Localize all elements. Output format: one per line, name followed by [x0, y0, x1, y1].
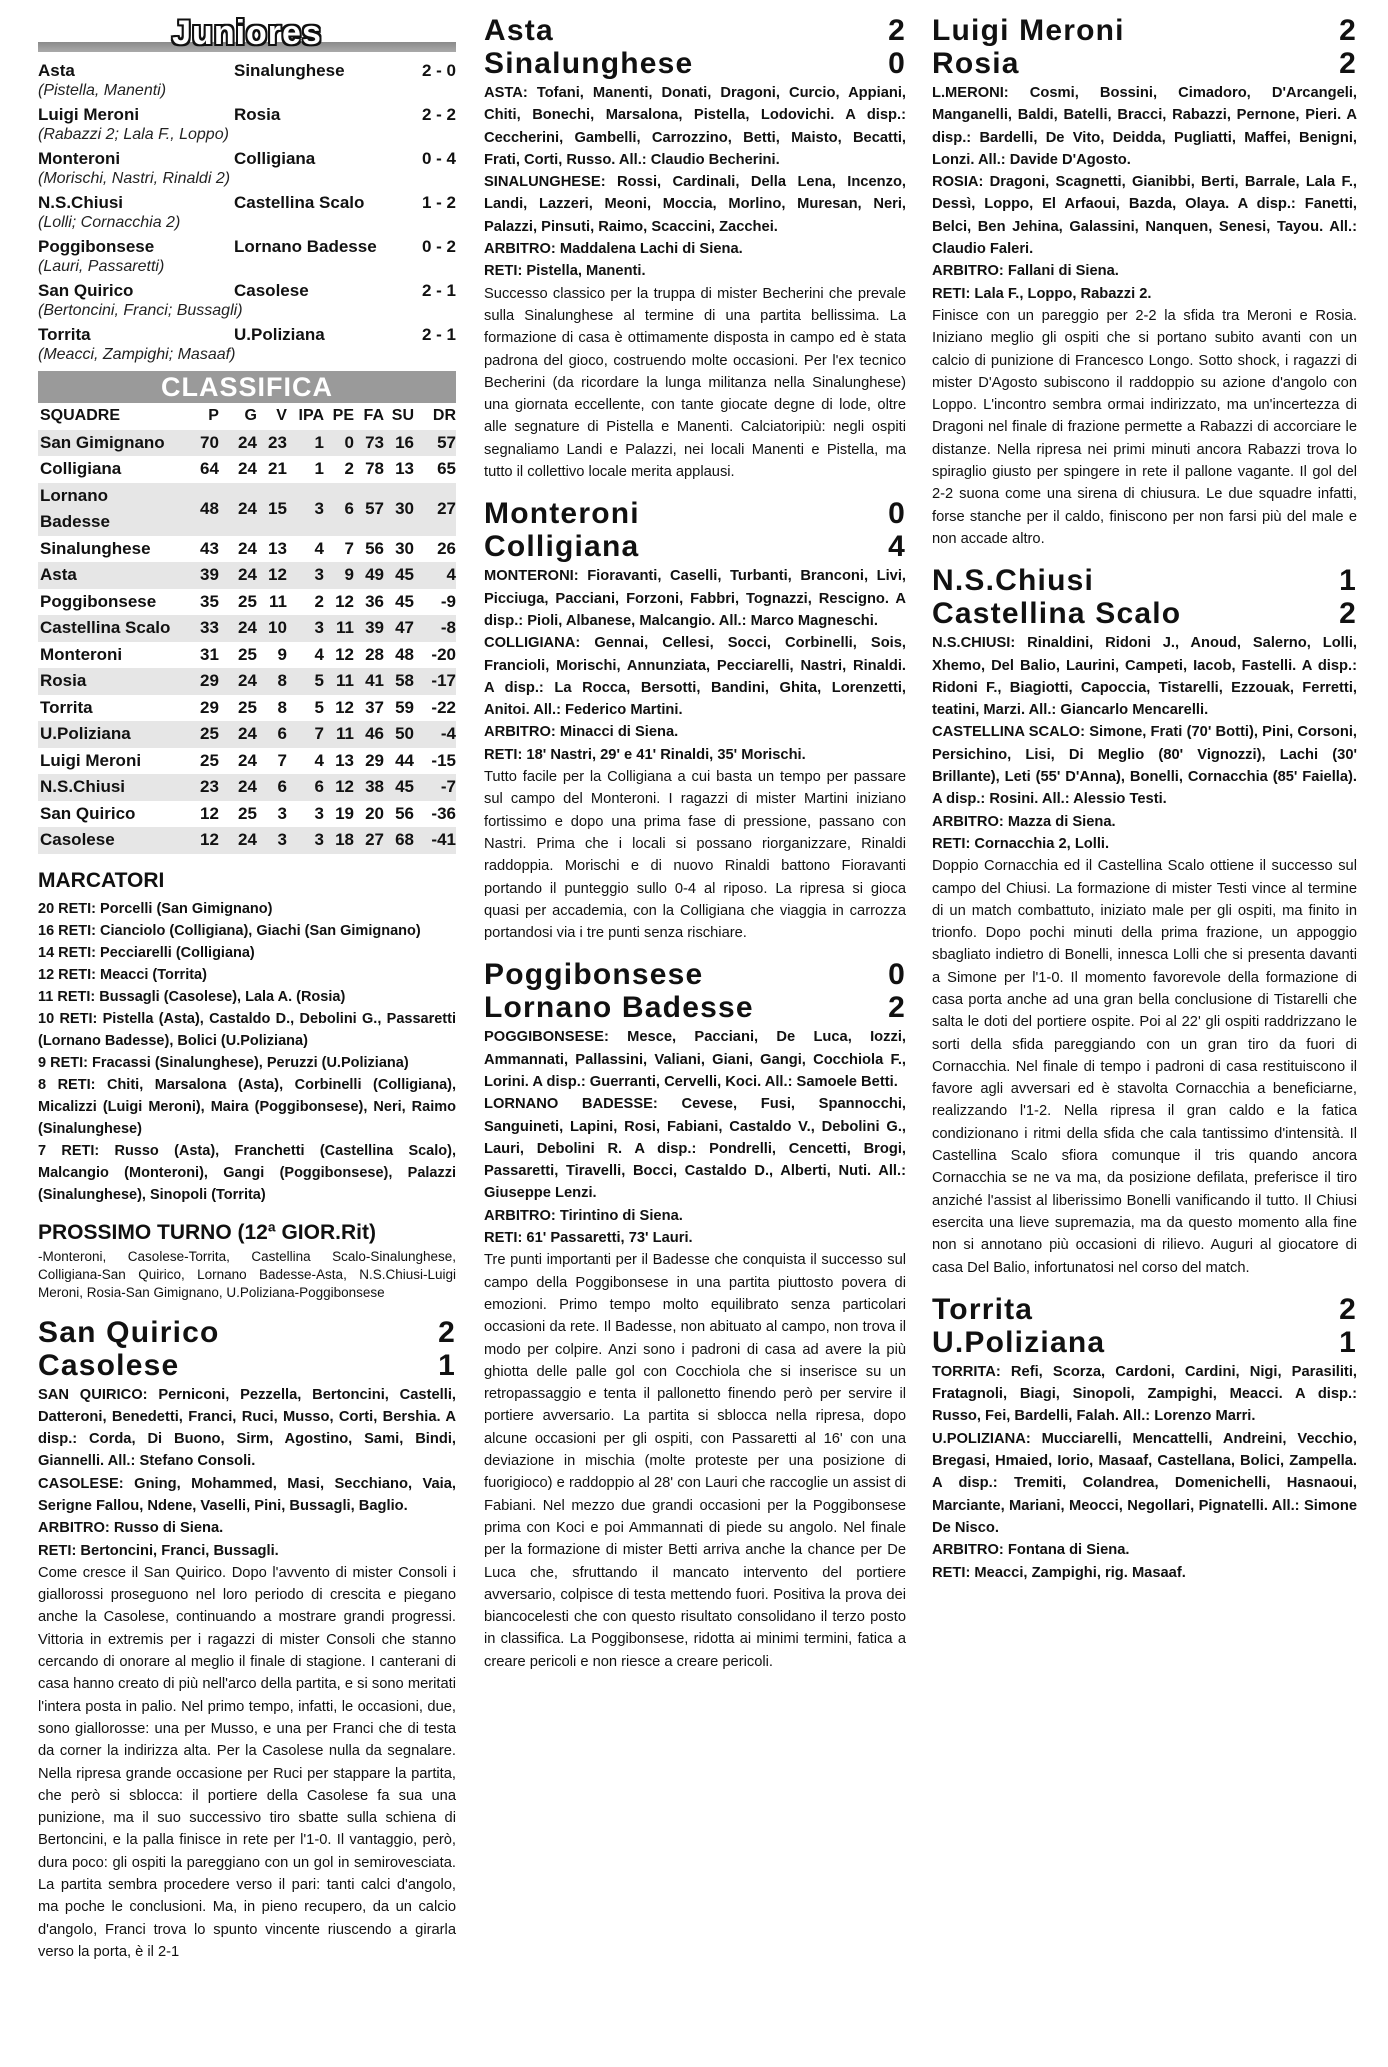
- standings-cell: 11: [324, 615, 354, 642]
- standings-cell: -41: [414, 827, 456, 854]
- standings-cell: [287, 456, 303, 483]
- standings-cell: 27: [354, 827, 384, 854]
- standings-cell: Luigi Meroni: [40, 750, 142, 770]
- standings-header-cell: SU: [391, 407, 414, 424]
- standings-row: [38, 774, 456, 801]
- standings-cell: 23: [257, 430, 287, 457]
- standings-cell: 37: [365, 697, 384, 717]
- standings-cell: [287, 695, 303, 722]
- match-lineups: SAN QUIRICO: Perniconi, Pezzella, Bertoncini, Castelli, Datteroni, Benedetti, Franci, Ruci, Musso, Corti, Bershia. A disp.: Corda, Di Buono, Sirm, Agostino, Sami, Bindi, Giannelli. All.: Stefano Consoli. CASOLESE: Gning, Mohammed, Masi, Secchiano, Vaia, Serigne Fallou, Ndene, Vaselli, Pini, Bussagli, Baglio. ARBITRO: Russo di Siena. RETI: Bertoncini, Franci, Bussagli.: [38, 1386, 456, 1559]
- standings-cell: Rosia: [38, 668, 179, 695]
- standings-row: [38, 456, 456, 483]
- standings-cell: 58: [384, 668, 414, 695]
- match-away: Sinalunghese 0: [484, 47, 906, 80]
- match-home: San Quirico 2: [38, 1315, 456, 1349]
- standings-cell: 65: [437, 459, 456, 478]
- standings-cell: 29: [200, 697, 219, 717]
- match-report: Successo classico per la truppa di mister Becherini che prevale sulla Sinalunghese al termine di una partita bellissima. La formazione di casa è ottimamente disposta in campo ed è stata padrona del gioco, costruendo molte occasioni. Per l'ex tecnico Becherini (da ricordare la lunga militanza nella Sinalunghese) una giornata eccellente, con tante giocate degne di lode, oltre alle segnature di Pistella e Manenti. Calciatoripiù: negli ospiti segnaliamo Landi e Palazzi, nei locali Manenti e Pistella, ma tutto il collettivo locale merita applausi.: [484, 285, 906, 481]
- standings-cell: [287, 589, 303, 616]
- standings-cell: 43: [200, 538, 219, 558]
- marcatori-line: 14 RETI: Pecciarelli (Colligiana): [38, 944, 255, 961]
- standings-table: [38, 403, 456, 854]
- standings-cell: 38: [354, 774, 384, 801]
- standings-cell: 5: [314, 697, 324, 717]
- result-away: Lornano Badesse: [234, 237, 377, 256]
- standings-cell: 56: [365, 538, 384, 558]
- standings-cell: Lornano Badesse: [38, 483, 179, 536]
- result-away: U.Poliziana: [234, 325, 325, 344]
- marcatori-title: MARCATORI: [38, 868, 165, 892]
- standings-cell: 4: [314, 644, 324, 664]
- standings-cell: Casolese: [38, 827, 179, 854]
- marcatori-line: 7 RETI: Russo (Asta), Franchetti (Castellina Scalo), Malcangio (Monteroni), Gangi (Poggibonsese), Palazzi (Sinalunghese), Sinopoli (Torrita): [38, 1142, 456, 1203]
- match-lineups: TORRITA: Refi, Scorza, Cardoni, Cardini, Nigi, Parasiliti, Fratagnoli, Biagi, Sinopoli, Zampighi, Meacci. A disp.: Russo, Fei, Bardelli, Falah. All.: Lorenzo Marri. U.POLIZIANA: Mucciarelli, Mencattelli, Andreini, Vecchio, Bregasi, Hmaied, Iorio, Masaaf, Castellana, Bolici, Zampella. A disp.: Tremiti, Colandrea, Domenichelli, Hasnaoui, Marciante, Mariani, Meocci, Negollari, Pignatelli. All.: Simone De Nisco. ARBITRO: Fontana di Siena. RETI: Meacci, Zampighi, rig. Masaaf.: [932, 1363, 1357, 1581]
- standings-header-cell: PE: [332, 407, 354, 424]
- standings-cell: 47: [384, 615, 414, 642]
- prossimo-turno-title: PROSSIMO TURNO (12ª GIOR.Rit): [38, 1220, 376, 1244]
- standings-cell: 39: [354, 615, 384, 642]
- standings-cell: 24: [219, 562, 257, 589]
- match-report: Tre punti importanti per il Badesse che conquista il successo sul campo della Poggibonsese in una partita piuttosto povera di emozioni. Primo tempo molto equilibrato senza particolari occasioni da rete. Il Badesse, non abituato al campo, non trova il modo per colpire. Anzi sono i padroni di casa ad avere la più ghiotta delle palle gol con Cocchiola che si inserisce su un retropassaggio e tenta il pallonetto finendo però per servire il portiere avversario. La partita si sblocca nella ripresa, dopo alcune occasioni per gli ospiti, con Passaretti al 16' con una deviazione in mischia (molte proteste per una posizione di fuorigioco) e raddoppio al 28' con Lauri che raccoglie un assist di Fabiani. Nel mezzo due grandi occasioni per la Poggibonsese prima con Koci e poi Ammannati di piede su angolo. Nel finale per la formazione di mister Betti arriva anche la chance per De Luca che, sfruttando il mancato intervento del portiere avversario, colpisce di testa mettendo fuori. Positiva la prova dei biancocelesti che con questo risultato consolidano il terzo posto in classifica. La Poggibonsese, ridotta ai minimi termini, fatica a creare pericoli e non riesce a creare pericoli.: [484, 1252, 906, 1670]
- standings-cell: 8: [257, 668, 287, 695]
- result-score: 1 - 2: [421, 193, 456, 212]
- standings-cell: 20: [365, 803, 384, 823]
- standings-row: [38, 642, 456, 669]
- match-sanquirico: [38, 1316, 456, 1964]
- standings-cell: Sinalunghese: [40, 538, 151, 558]
- standings-row: [38, 562, 456, 589]
- standings-cell: 3: [303, 483, 324, 536]
- standings-cell: -20: [431, 644, 456, 664]
- standings-cell: 13: [268, 538, 287, 558]
- standings-cell: [287, 430, 303, 457]
- standings-cell: 12: [335, 591, 354, 611]
- standings-cell: 24: [238, 750, 257, 770]
- standings-cell: 10: [257, 615, 287, 642]
- standings-cell: [287, 827, 303, 854]
- standings-cell: -9: [440, 591, 456, 611]
- standings-row: [38, 589, 456, 616]
- standings-cell: 19: [335, 803, 354, 823]
- prossimo-turno-list: -Monteroni, Casolese-Torrita, Castellina Scalo-Sinalunghese, Colligiana-San Quirico, Lornano Badesse-Asta, N.S.Chiusi-Luigi Meroni, Rosia-San Gimignano, U.Poliziana-Poggibonsese: [38, 1248, 456, 1300]
- result-home: Asta: [38, 61, 75, 80]
- column-middle: [484, 14, 906, 1673]
- standings-cell: 73: [354, 430, 384, 457]
- standings-header-cell: V: [276, 407, 287, 424]
- result-score: 2 - 2: [421, 105, 456, 124]
- standings-header-cell: P: [208, 407, 219, 424]
- match-away: U.Poliziana 1: [932, 1325, 1357, 1359]
- match-report: Finisce con un pareggio per 2-2 la sfida tra Meroni e Rosia. Iniziano meglio gli ospiti che si portano subito avanti con un calcio di punizione di Francesco Longo. Sotto shock, i ragazzi di mister D'Agosto subiscono il raddoppio su azione d'angolo con Loppo. L'incontro sembra ormai indirizzato, ma un'incertezza di Dragoni nel finale di frazione permette a Rabazzi di accorciare le distanze. Nella ripresa nei primi minuti ancora Rabazzi trova lo spiraglio giusto per spingere in rete il pallone vagante. Il gol del 2-2 suona come una sirena di chiusura. Le due squadre infatti, forse stanche per il caldo, finiscono per non farsi più del male e non accade altro.: [932, 307, 1357, 547]
- match-away: Colligiana 4: [484, 530, 906, 564]
- standings-cell: 3: [314, 803, 324, 823]
- standings-cell: -15: [431, 750, 456, 770]
- result-home: Torrita: [38, 325, 91, 344]
- result-scorers: (Pistella, Manenti): [38, 82, 167, 99]
- standings-cell: 36: [365, 591, 384, 611]
- standings-row: [38, 748, 456, 775]
- column-right: [932, 14, 1357, 1584]
- standings-cell: [287, 562, 303, 589]
- standings-header-cell: DR: [432, 407, 456, 424]
- result-home: Poggibonsese: [38, 237, 155, 256]
- standings-cell: San Gimignano: [38, 430, 179, 457]
- standings-cell: [287, 615, 303, 642]
- standings-row: [38, 615, 456, 642]
- result-row: [38, 104, 456, 125]
- result-score: 2 - 1: [421, 325, 456, 344]
- marcatori-line: 9 RETI: Fracassi (Sinalunghese), Peruzzi (U.Poliziana): [38, 1054, 409, 1071]
- standings-cell: 11: [268, 591, 287, 611]
- standings-cell: 13: [395, 459, 414, 478]
- standings-cell: 25: [238, 697, 257, 717]
- standings-cell: 24: [219, 668, 257, 695]
- result-home: San Quirico: [38, 281, 134, 300]
- standings-header-cell: FA: [363, 407, 384, 424]
- standings-cell: [287, 668, 303, 695]
- result-away: Rosia: [234, 105, 281, 124]
- standings-cell: 31: [200, 644, 219, 664]
- standings-cell: 25: [238, 591, 257, 611]
- standings-row: [38, 536, 456, 563]
- standings-cell: 35: [200, 591, 219, 611]
- standings-cell: [287, 642, 303, 669]
- result-score: 0 - 2: [421, 237, 456, 256]
- standings-cell: 29: [365, 750, 384, 770]
- marcatori-line: 11 RETI: Bussagli (Casolese), Lala A. (Rosia): [38, 988, 346, 1005]
- standings-cell: 7: [277, 750, 287, 770]
- standings-cell: 11: [324, 668, 354, 695]
- standings-cell: 16: [384, 430, 414, 457]
- standings-header-cell: G: [244, 407, 257, 424]
- result-scorers: (Bertoncini, Franci; Bussagli): [38, 302, 243, 319]
- standings-header-cell: SQUADRE: [40, 407, 121, 424]
- standings-cell: 25: [179, 721, 219, 748]
- standings-cell: Monteroni: [40, 644, 123, 664]
- match-poggibonsese: [484, 958, 906, 1673]
- match-asta: [484, 14, 906, 483]
- standings-cell: [287, 748, 303, 775]
- standings-header-cell: PA: [302, 407, 324, 424]
- standings-cell: Poggibonsese: [40, 591, 157, 611]
- standings-row: [38, 827, 456, 854]
- standings-cell: [287, 536, 303, 563]
- standings-cell: 6: [257, 774, 287, 801]
- standings-cell: -22: [431, 697, 456, 717]
- standings-header-cell: I: [298, 407, 303, 424]
- standings-row: [38, 483, 456, 536]
- match-report: Come cresce il San Quirico. Dopo l'avvento di mister Consoli i giallorossi proseguono nel loro periodo di crescita e piegano anche la Casolese, continuando a mostrare grandi progressi. Vittoria in extremis per i ragazzi di mister Consoli che stanno cercando di onorare al meglio il finale di stagione. I canterani di casa hanno creato di più nell'arco della partita, e si sono meritati l'intera posta in palio. Nel primo tempo, infatti, le occasioni, due, sono giallorosse: una per Musso, e una per Franci che di testa da corner la indirizza alta. Per la Casolese nulla da segnalare. Nella ripresa grande occasione per Ruci per stappare la partita, che però si sblocca: il portiere della Casolese fa sua una punizione, ma il suo successivo tiro sbatte sulla schiena di Bertoncini, e la palla finisce in rete per l'1-0. Il vantaggio, però, dura poco: gli ospiti la pareggiano con un gol in semirovesciata. La partita sembra procedere verso il pari: tanti calci d'angolo, ma poche le conclusioni. Ma, in pieno recupero, da un calcio d'angolo, Franci trova lo spunto vincente riuscendo a girarla verso la porta, è il 2-1: [38, 1564, 456, 1960]
- standings-cell: 24: [219, 430, 257, 457]
- match-home: Poggibonsese 0: [484, 958, 906, 992]
- standings-cell: 49: [354, 562, 384, 589]
- standings-cell: 6: [324, 483, 354, 536]
- marcatori-line: 12 RETI: Meacci (Torrita): [38, 966, 207, 983]
- standings-cell: 57: [354, 483, 384, 536]
- result-scorers: (Lolli; Cornacchia 2): [38, 214, 181, 231]
- marcatori-line: 8 RETI: Chiti, Marsalona (Asta), Corbinelli (Colligiana), Micalizzi (Luigi Meroni), Maira (Poggibonsese), Neri, Raimo (Sinalunghese): [38, 1076, 456, 1137]
- match-home: Monteroni 0: [484, 497, 906, 531]
- result-home: Monteroni: [38, 149, 121, 168]
- result-home: Luigi Meroni: [38, 105, 140, 124]
- standings-cell: 29: [179, 668, 219, 695]
- standings-cell: -7: [414, 774, 456, 801]
- standings-cell: [287, 774, 303, 801]
- result-away: Castellina Scalo: [234, 193, 365, 212]
- standings-cell: 18: [324, 827, 354, 854]
- standings-cell: 3: [303, 562, 324, 589]
- result-row: [38, 280, 456, 301]
- match-away: Rosia 2: [932, 47, 1357, 80]
- standings-row: [38, 801, 456, 828]
- standings-cell: Colligiana: [40, 459, 122, 478]
- standings-cell: Torrita: [40, 697, 93, 717]
- standings-cell: 64: [200, 459, 219, 478]
- standings-header: [38, 403, 456, 430]
- standings-cell: 1: [303, 430, 324, 457]
- standings-cell: [287, 801, 303, 828]
- match-away: Lornano Badesse 2: [484, 991, 906, 1025]
- result-row: [38, 236, 456, 257]
- standings-cell: 70: [179, 430, 219, 457]
- standings-cell: 68: [384, 827, 414, 854]
- standings-cell: 25: [200, 750, 219, 770]
- match-meroni: [932, 14, 1357, 550]
- standings-cell: 24: [219, 774, 257, 801]
- match-report: Doppio Cornacchia ed il Castellina Scalo ottiene il successo sul campo del Chiusi. La formazione di mister Testi vince al termine di un match combattuto, iniziato male per gli ospiti, ma finito in trionfo. Dopo pochi minuti della prima frazione, un appoggio sbagliato indietro di Bonelli, innesca Lolli che si presenta davanti a Simone per l'1-0. Il momento favorevole della formazione di casa porta anche ad una gran bella conclusione di Tistarelli che salta le doti del portiere ospite. Poi al 22' gli ospiti raddrizzano le sorti della sfida pareggiando con un gran tiro da fuori di Cornacchia. Nel finale di tempo i padroni di casa restituiscono il favore agli avversari ed è stavolta Cornacchia a beneficiarne, realizzando l'1-2. Nella ripresa il gran caldo e la fatica condizionano i ritmi della sfida che cala tantissimo d'intensità. Il Castellina Scalo sfiora comunque il tris quando ancora Cornacchia se ne va ma, da posizione defilata, preferisce il tiro anziché l'assist al liberissimo Bonelli vanificando il tutto. Il Chiusi esercita una lieve supremazia, ma da questo momento alla fine non si annotano più occasioni di rilievo. Auguri al giocatore di casa Del Balio, infortunatosi nel corso del match.: [932, 858, 1357, 1276]
- standings-cell: 27: [414, 483, 456, 536]
- standings-cell: Castellina Scalo: [38, 615, 179, 642]
- standings-cell: 12: [257, 562, 287, 589]
- standings-cell: 24: [219, 721, 257, 748]
- standings-cell: 30: [384, 483, 414, 536]
- result-scorers: (Lauri, Passaretti): [38, 258, 165, 275]
- standings-cell: 8: [277, 697, 287, 717]
- standings-cell: 45: [395, 591, 414, 611]
- match-lineups: N.S.CHIUSI: Rinaldini, Ridoni J., Anoud, Salerno, Lolli, Xhemo, Del Balio, Laurini, Campeti, Iacob, Fastelli. A disp.: Ridoni F., Biagiotti, Capoccia, Tistarelli, Ezzouak, Ferretti, teatini, Marzi. All.: Giancarlo Mencarelli. CASTELLINA SCALO: Simone, Frati (70' Botti), Pini, Corsoni, Persichino, Lisi, Di Meglio (80' Vignozzi), Lachi (30' Brillante), Leti (55' D'Anna), Bonelli, Cornacchia (85' Faiella). A disp.: Rosini. All.: Alessio Testi. ARBITRO: Mazza di Siena. RETI: Cornacchia 2, Lolli.: [932, 635, 1357, 852]
- result-scorers: (Morischi, Nastri, Rinaldi 2): [38, 170, 231, 187]
- result-row: [38, 324, 456, 345]
- standings-cell: 24: [219, 827, 257, 854]
- standings-cell: 3: [277, 803, 287, 823]
- match-lineups: L.MERONI: Cosmi, Bossini, Cimadoro, D'Arcangeli, Manganelli, Baldi, Batelli, Bracci, Rabazzi, Pernone, Pieri. A disp.: Bardelli, De Vito, Deidda, Pugliatti, Maffei, Benigni, Lonzi. All.: Davide D'Agosto. ROSIA: Dragoni, Scagnetti, Gianibbi, Berti, Barrale, Lala F., Dessì, Loppo, El Arfaoui, Bazda, Olaya. A disp.: Fanetti, Belci, Ben Jehina, Galassini, Nanquen, Senesi, Tayou. All.: Claudio Faleri. ARBITRO: Fallani di Siena. RETI: Lala F., Loppo, Rabazzi 2.: [932, 85, 1357, 302]
- standings-cell: 3: [303, 615, 324, 642]
- match-home: Torrita 2: [932, 1292, 1357, 1326]
- match-away: Castellina Scalo 2: [932, 597, 1357, 631]
- match-monteroni: [484, 497, 906, 944]
- match-lineups: ASTA: Tofani, Manenti, Donati, Dragoni, Curcio, Appiani, Chiti, Bonechi, Marsalona, Pistella, Lodovichi. A disp.: Ceccherini, Gambelli, Carrozzino, Betti, Maisto, Becatti, Frati, Corti, Russo. All.: Claudio Becherini. SINALUNGHESE: Rossi, Cardinali, Della Lena, Incenzo, Landi, Lazzeri, Meoni, Moccia, Morlino, Muresan, Neri, Palazzi, Pinsuti, Raimo, Scaccini, Zacchei. ARBITRO: Maddalena Lachi di Siena. RETI: Pistella, Manenti.: [484, 85, 906, 280]
- standings-cell: -36: [431, 803, 456, 823]
- marcatori-line: 10 RETI: Pistella (Asta), Castaldo D., Debolini G., Passaretti (Lornano Badesse), Bolici (U.Poliziana): [38, 1010, 456, 1049]
- match-home: Luigi Meroni 2: [932, 14, 1357, 47]
- standings-cell: 50: [384, 721, 414, 748]
- standings-cell: 2: [344, 459, 354, 478]
- standings-cell: 4: [414, 562, 456, 589]
- result-away: Sinalunghese: [234, 61, 345, 80]
- result-row: [38, 192, 456, 213]
- result-score: 2 - 1: [421, 281, 456, 300]
- match-away: Casolese 1: [38, 1348, 456, 1382]
- standings-cell: 48: [179, 483, 219, 536]
- standings-cell: 2: [314, 591, 324, 611]
- standings-cell: 21: [268, 459, 287, 478]
- standings-cell: 45: [384, 562, 414, 589]
- standings-cell: 12: [335, 697, 354, 717]
- standings-cell: 6: [257, 721, 287, 748]
- result-away: Casolese: [234, 281, 309, 300]
- standings-cell: 12: [200, 803, 219, 823]
- standings-cell: 25: [238, 803, 257, 823]
- classifica-title: CLASSIFICA: [38, 371, 456, 403]
- standings-cell: -17: [414, 668, 456, 695]
- match-home: N.S.Chiusi 1: [932, 564, 1357, 598]
- standings-cell: 9: [277, 644, 287, 664]
- standings-cell: 3: [257, 827, 287, 854]
- standings-cell: 41: [354, 668, 384, 695]
- standings-cell: -8: [414, 615, 456, 642]
- standings-cell: U.Poliziana: [38, 721, 179, 748]
- result-home: N.S.Chiusi: [38, 193, 124, 212]
- standings-row: [38, 695, 456, 722]
- match-lineups: POGGIBONSESE: Mesce, Pacciani, De Luca, Iozzi, Ammannati, Pallassini, Valiani, Giani, Gangi, Cocchiola F., Lorini. A disp.: Guerranti, Cervelli, Koci. All.: Samoele Betti. LORNANO BADESSE: Cevese, Fusi, Spannocchi, Sanguineti, Lapini, Rosi, Fabiani, Castaldo V., Debolini G., Lauri, Debolini R. A disp.: Pondrelli, Cencetti, Brogi, Passaretti, Tiravelli, Bocci, Castaldo D., Alberti, Nuti. All.: Giuseppe Lenzi. ARBITRO: Tirintino di Siena. RETI: 61' Passaretti, 73' Lauri.: [484, 1029, 906, 1247]
- standings-cell: 26: [437, 538, 456, 558]
- standings-cell: 12: [335, 644, 354, 664]
- standings-cell: -4: [414, 721, 456, 748]
- standings-cell: [287, 483, 303, 536]
- result-row: [38, 148, 456, 169]
- standings-cell: 78: [365, 459, 384, 478]
- standings-cell: 30: [395, 538, 414, 558]
- standings-cell: 12: [179, 827, 219, 854]
- result-row: [38, 60, 456, 81]
- match-chiusi: [932, 564, 1357, 1279]
- standings-cell: 44: [395, 750, 414, 770]
- standings-cell: 9: [324, 562, 354, 589]
- standings-cell: 0: [324, 430, 354, 457]
- match-lineups: MONTERONI: Fioravanti, Caselli, Turbanti, Branconi, Livi, Picciuga, Pacciani, Forzoni, Fabbri, Tognazzi, Rescigno. A disp.: Pioli, Albanese, Malcangio. All.: Marco Magneschi. COLLIGIANA: Gennai, Cellesi, Socci, Corbinelli, Sois, Francioli, Morischi, Annunziata, Pecciarelli, Nastri, Rinaldi. A disp.: La Rocca, Bersotti, Bandini, Ghita, Lorenzetti, Anitoi. All.: Federico Martini. ARBITRO: Minacci di Siena. RETI: 18' Nastri, 29' e 41' Rinaldi, 35' Morischi.: [484, 568, 906, 763]
- standings-cell: 23: [179, 774, 219, 801]
- standings-cell: 25: [238, 644, 257, 664]
- standings-cell: 4: [314, 750, 324, 770]
- result-away: Colligiana: [234, 149, 316, 168]
- standings-cell: 33: [179, 615, 219, 642]
- standings-cell: 5: [303, 668, 324, 695]
- standings-cell: [287, 721, 303, 748]
- standings-cell: 24: [238, 538, 257, 558]
- standings-row: [38, 721, 456, 748]
- result-score: 0 - 4: [421, 149, 456, 168]
- standings-cell: Asta: [38, 562, 179, 589]
- standings-cell: 24: [219, 615, 257, 642]
- standings-cell: 11: [324, 721, 354, 748]
- standings-cell: 12: [324, 774, 354, 801]
- standings-cell: 28: [365, 644, 384, 664]
- match-home: Asta 2: [484, 14, 906, 47]
- results-list: [38, 60, 456, 365]
- standings-cell: 48: [395, 644, 414, 664]
- marcatori-line: 20 RETI: Porcelli (San Gimignano): [38, 900, 273, 917]
- result-scorers: (Meacci, Zampighi; Masaaf): [38, 346, 236, 363]
- standings-cell: 46: [354, 721, 384, 748]
- column-left: [38, 14, 456, 1963]
- standings-cell: 39: [179, 562, 219, 589]
- standings-cell: 45: [384, 774, 414, 801]
- standings-cell: 56: [395, 803, 414, 823]
- marcatori-list: [38, 898, 456, 1206]
- standings-cell: 3: [303, 827, 324, 854]
- match-report: Tutto facile per la Colligiana a cui basta un tempo per passare sul campo del Monteroni. I ragazzi di mister Martini iniziano fortissimo e dopo una prima fase di pressione, passano con Nastri. Prima che i locali si possano riorganizzare, Rinaldi raddoppia. Morischi e di nuovo Rinaldi battono Fioravanti portando il punteggio sullo 0-4 al riposo. La ripresa si gioca quasi per accademia, con la Colligiana che viaggia in carrozza portandosi via i tre punti senza rischiare.: [484, 769, 906, 942]
- standings-row: [38, 668, 456, 695]
- standings-cell: N.S.Chiusi: [38, 774, 179, 801]
- standings-cell: 24: [219, 483, 257, 536]
- result-score: 2 - 0: [421, 61, 456, 80]
- standings-cell: 13: [335, 750, 354, 770]
- standings-cell: 59: [395, 697, 414, 717]
- match-torrita: [932, 1293, 1357, 1584]
- standings-cell: 4: [314, 538, 324, 558]
- standings-cell: 7: [303, 721, 324, 748]
- standings-cell: 24: [238, 459, 257, 478]
- standings-cell: 6: [303, 774, 324, 801]
- result-scorers: (Rabazzi 2; Lala F., Loppo): [38, 126, 229, 143]
- standings-cell: San Quirico: [40, 803, 136, 823]
- standings-row: [38, 430, 456, 457]
- juniores-title: Juniores: [172, 14, 322, 52]
- standings-cell: 7: [344, 538, 354, 558]
- marcatori-line: 16 RETI: Cianciolo (Colligiana), Giachi (San Gimignano): [38, 922, 421, 939]
- standings-cell: 15: [257, 483, 287, 536]
- standings-cell: 1: [314, 459, 324, 478]
- standings-cell: 57: [414, 430, 456, 457]
